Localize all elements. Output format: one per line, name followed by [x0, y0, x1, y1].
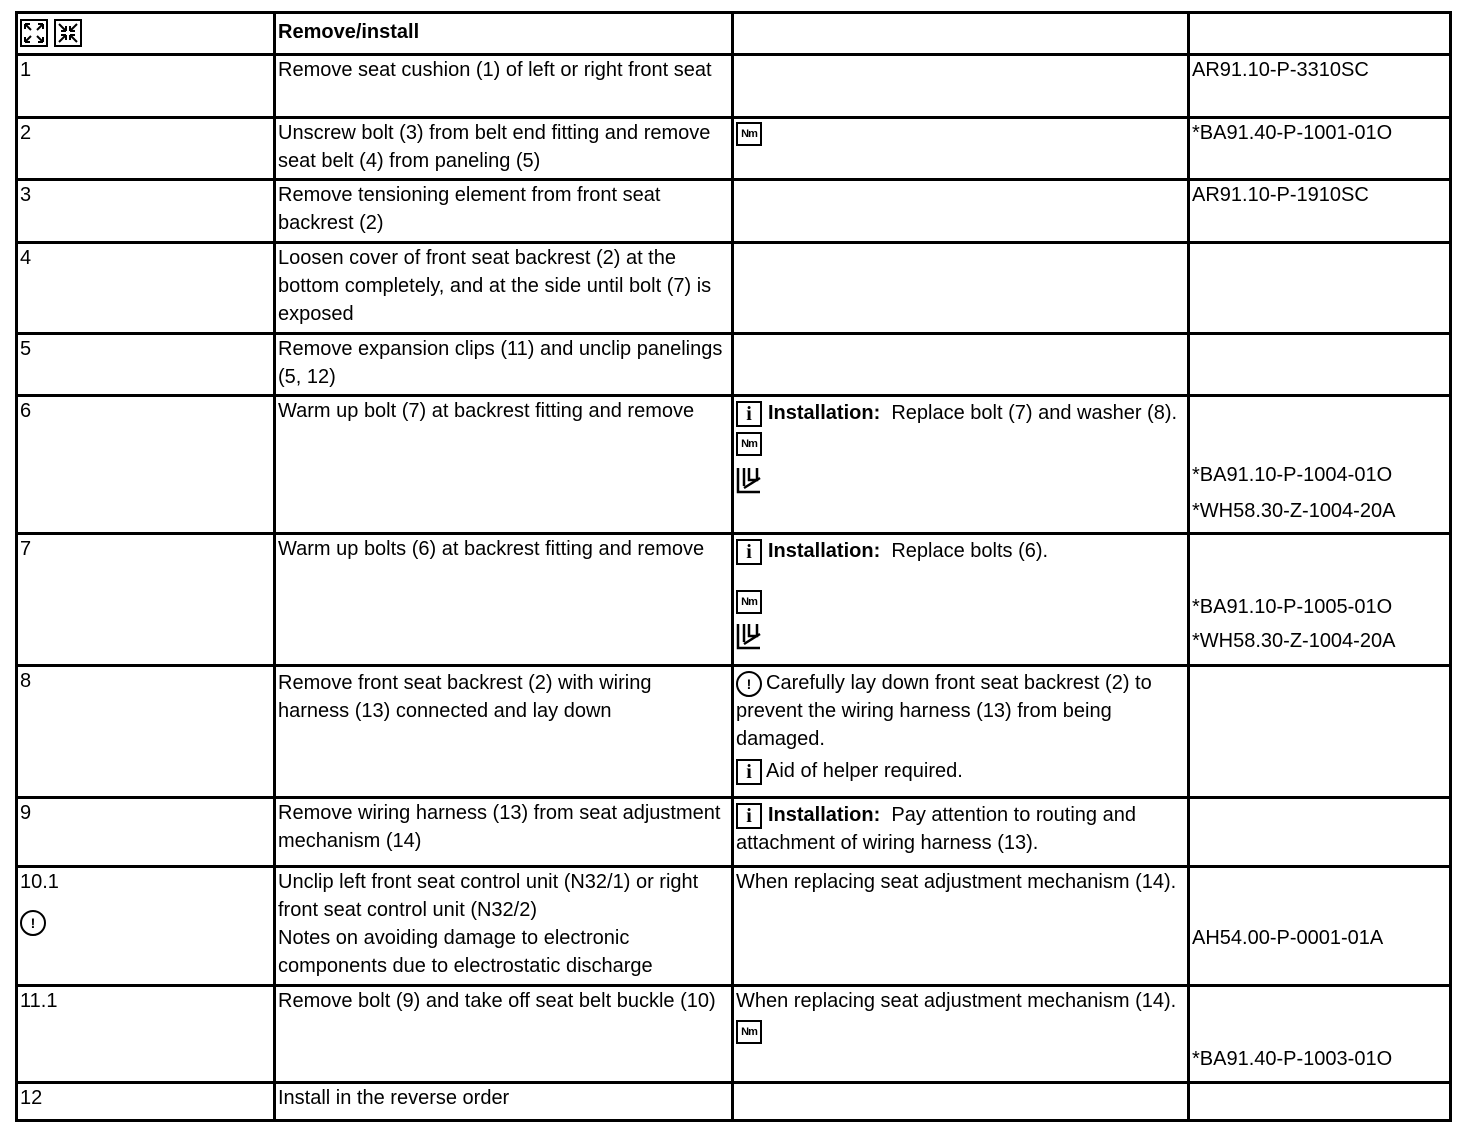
- info-icon: i: [736, 401, 762, 427]
- caution-icon: !: [736, 671, 762, 697]
- table-header-row: [17, 13, 1451, 55]
- step-note: [733, 118, 1189, 180]
- step-number: 9: [17, 798, 275, 867]
- step-action: Remove expansion clips (11) and unclip panelings (5, 12): [275, 334, 733, 396]
- step-number: 3: [17, 180, 275, 243]
- esd-reference[interactable]: AH54.00-P-0001-01A: [1192, 927, 1384, 949]
- step-note: [733, 534, 1189, 666]
- special-tool-icon[interactable]: [736, 466, 762, 494]
- header-col3: [733, 13, 1189, 55]
- step-action: Remove seat cushion (1) of left or right front seat: [275, 55, 733, 118]
- table-row: [17, 986, 1451, 1083]
- step-number: 11.1: [17, 986, 275, 1083]
- step-number-text: 10.1: [20, 871, 59, 893]
- special-tool-icon[interactable]: [736, 622, 762, 650]
- tool-reference[interactable]: *WH58.30-Z-1004-20A: [1192, 630, 1396, 652]
- table-row: [17, 1083, 1451, 1121]
- header-title: Remove/install: [275, 13, 733, 55]
- esd-notes-text: Notes on avoiding damage to electronic components due to electrostatic discharge: [278, 927, 653, 977]
- step-reference: [1189, 666, 1451, 798]
- torque-reference[interactable]: *BA91.10-P-1004-01O: [1192, 464, 1393, 486]
- step-note: [733, 396, 1189, 534]
- step-action: Warm up bolt (7) at backrest fitting and remove: [275, 396, 733, 534]
- table-row: [17, 55, 1451, 118]
- step-action: Install in the reverse order: [275, 1083, 733, 1121]
- step-number: [17, 867, 275, 986]
- torque-nm-icon[interactable]: Nm: [736, 432, 762, 456]
- step-reference: [1189, 334, 1451, 396]
- step-note: [733, 180, 1189, 243]
- header-icons-cell: [17, 13, 275, 55]
- step-reference[interactable]: [1189, 534, 1451, 666]
- step-note: [733, 243, 1189, 334]
- table-row: [17, 534, 1451, 666]
- step-number: 12: [17, 1083, 275, 1121]
- step-action: [275, 867, 733, 986]
- step-number: 7: [17, 534, 275, 666]
- expand-all-icon[interactable]: [20, 19, 48, 47]
- info-icon: i: [736, 539, 762, 565]
- step-action: Warm up bolts (6) at backrest fitting and remove: [275, 534, 733, 666]
- installation-label: Installation:: [768, 804, 881, 826]
- step-reference[interactable]: AR91.10-P-3310SC: [1189, 55, 1451, 118]
- step-note: [733, 986, 1189, 1083]
- step-action: Loosen cover of front seat backrest (2) at the bottom completely, and at the side until bolt (7) is exposed: [275, 243, 733, 334]
- tool-reference[interactable]: *WH58.30-Z-1004-20A: [1192, 500, 1396, 522]
- note-text: Replace bolt (7) and washer (8).: [891, 402, 1178, 424]
- esd-caution-icon[interactable]: !: [20, 910, 46, 936]
- step-reference[interactable]: [1189, 986, 1451, 1083]
- step-number: 2: [17, 118, 275, 180]
- torque-nm-icon[interactable]: Nm: [736, 1020, 762, 1044]
- step-reference[interactable]: [1189, 396, 1451, 534]
- step-note: [733, 55, 1189, 118]
- installation-label: Installation:: [768, 540, 881, 562]
- info-icon: i: [736, 803, 762, 829]
- note-text: Pay attention to routing and attachment of wiring harness (13).: [736, 804, 1136, 854]
- table-row: [17, 243, 1451, 334]
- table-row: [17, 334, 1451, 396]
- action-text: Unclip left front seat control unit (N32/1) or right front seat control unit (N32/2): [278, 871, 699, 921]
- info-icon: i: [736, 759, 762, 785]
- step-action: Remove wiring harness (13) from seat adjustment mechanism (14): [275, 798, 733, 867]
- table-row: [17, 798, 1451, 867]
- step-note: [733, 666, 1189, 798]
- procedure-table: [15, 11, 1452, 1122]
- note-text-2: Aid of helper required.: [766, 760, 963, 782]
- installation-label: Installation:: [768, 402, 881, 424]
- table-row: [17, 118, 1451, 180]
- step-reference: [1189, 1083, 1451, 1121]
- torque-reference[interactable]: *BA91.40-P-1003-01O: [1192, 1048, 1393, 1070]
- table-row: [17, 867, 1451, 986]
- table-row: [17, 180, 1451, 243]
- note-text: When replacing seat adjustment mechanism (14).: [736, 990, 1177, 1012]
- note-text: Replace bolts (6).: [891, 540, 1049, 562]
- step-note: [733, 1083, 1189, 1121]
- step-number: 1: [17, 55, 275, 118]
- step-number: 5: [17, 334, 275, 396]
- step-note: [733, 334, 1189, 396]
- collapse-all-icon[interactable]: [54, 19, 82, 47]
- step-reference[interactable]: [1189, 867, 1451, 986]
- step-action: Remove front seat backrest (2) with wiring harness (13) connected and lay down: [275, 666, 733, 798]
- step-action: Unscrew bolt (3) from belt end fitting and remove seat belt (4) from paneling (5): [275, 118, 733, 180]
- torque-nm-icon[interactable]: Nm: [736, 590, 762, 614]
- step-action: Remove bolt (9) and take off seat belt buckle (10): [275, 986, 733, 1083]
- torque-reference[interactable]: *BA91.10-P-1005-01O: [1192, 596, 1393, 618]
- step-reference: [1189, 798, 1451, 867]
- step-number: 4: [17, 243, 275, 334]
- step-reference: [1189, 243, 1451, 334]
- step-note: [733, 798, 1189, 867]
- note-text: Carefully lay down front seat backrest (2) to prevent the wiring harness (13) from being damaged.: [736, 672, 1152, 750]
- step-note: When replacing seat adjustment mechanism (14).: [733, 867, 1189, 986]
- table-row: [17, 396, 1451, 534]
- torque-nm-icon[interactable]: Nm: [736, 122, 762, 146]
- step-reference[interactable]: *BA91.40-P-1001-01O: [1189, 118, 1451, 180]
- header-col4: [1189, 13, 1451, 55]
- step-number: 6: [17, 396, 275, 534]
- step-reference[interactable]: AR91.10-P-1910SC: [1189, 180, 1451, 243]
- table-row: [17, 666, 1451, 798]
- step-number: 8: [17, 666, 275, 798]
- step-action: Remove tensioning element from front seat backrest (2): [275, 180, 733, 243]
